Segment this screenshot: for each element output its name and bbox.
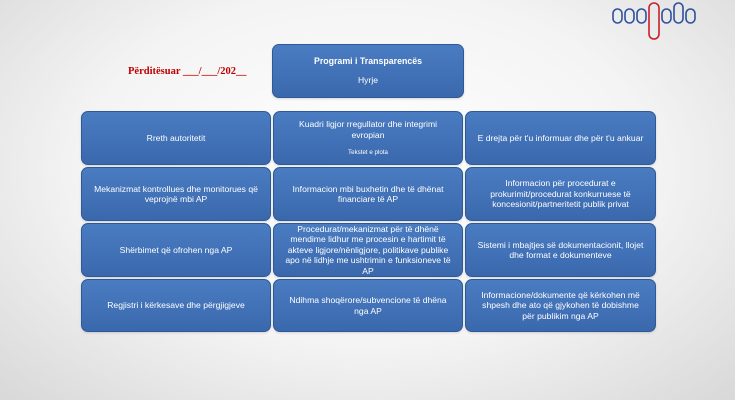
procurement-procedures-button[interactable]: [465, 167, 656, 221]
about-authority-button[interactable]: [81, 111, 271, 165]
social-assistance-button[interactable]: [273, 279, 463, 332]
transparency-program-header[interactable]: [272, 44, 464, 98]
procurement-procedures-label: Informacion për procedurat e prokurimit/procedurat konkurruese të koncesionit/partneritetit publik privat: [490, 178, 631, 210]
requests-register-label: Regjistri i kërkesave dhe përgjigjeve: [107, 300, 245, 311]
program-title: Programi i Transparencës: [313, 56, 423, 67]
documentation-system-label: Sistemi i mbajtjes së dokumentacionit, llojet dhe format e dokumenteve: [477, 239, 644, 260]
last-updated-label: Përditësuar ___/___/202__: [128, 66, 247, 77]
consultation-procedures-button[interactable]: [273, 223, 463, 277]
legal-framework-button[interactable]: [273, 111, 463, 165]
frequent-documents-label: Informacione/dokumente që kërkohen më shpesh dhe ato që gjykohen të dobishme për publikim nga AP: [481, 289, 640, 321]
right-to-information-label: E drejta për t'u informuar dhe për t'u ankuar: [477, 132, 644, 143]
right-to-information-button[interactable]: [465, 111, 656, 165]
about-authority-label: Rreth autoritetit: [146, 132, 206, 143]
legal-framework-label: Kuadri ligjor rregullator dhe integrimi evropian: [298, 119, 438, 140]
requests-register-button[interactable]: [81, 279, 271, 332]
frequent-documents-button[interactable]: [465, 279, 656, 332]
organization-logo-icon: [612, 2, 698, 42]
full-texts-link[interactable]: Tekstet e plota: [348, 149, 388, 157]
documentation-system-button[interactable]: [465, 223, 656, 277]
budget-information-label: Informacion mbi buxhetin dhe të dhënat financiare të AP: [292, 183, 444, 204]
services-offered-label: Shërbimet që ofrohen nga AP: [119, 244, 233, 255]
introduction-link[interactable]: Hyrje: [357, 75, 379, 86]
budget-information-button[interactable]: [273, 167, 463, 221]
control-mechanisms-button[interactable]: [81, 167, 271, 221]
social-assistance-label: Ndihma shoqërore/subvencione të dhëna nga AP: [289, 295, 447, 316]
control-mechanisms-label: Mekanizmat kontrollues dhe monitorues që veprojnë mbi AP: [94, 183, 258, 204]
consultation-procedures-label: Procedurat/mekanizmat për të dhënë mendime lidhur me procesin e hartimit të akteve ligjore/nënligjore, politikave publike apo në lidhje me ushtrimin e funksioneve të AP: [285, 223, 451, 276]
services-offered-button[interactable]: [81, 223, 271, 277]
